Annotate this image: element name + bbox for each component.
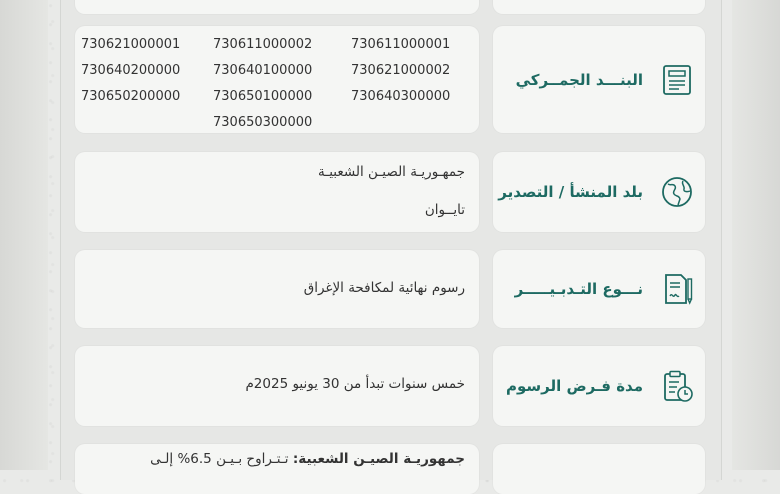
measure-label: نـــوع التـدبـيـــــر — [514, 280, 643, 298]
tariff-code: 730650300000 — [213, 115, 313, 130]
tariff-code-grid — [81, 32, 467, 136]
globe-icon — [659, 174, 695, 210]
code-column-1 — [81, 32, 213, 136]
tariff-code: 730640200000 — [81, 63, 181, 78]
tariff-code: 730621000001 — [81, 37, 181, 52]
measure-label-card — [493, 250, 705, 328]
duration-value-card — [75, 346, 479, 426]
duration-value: خمس سنوات تبدأ من 30 يونيو 2025م — [245, 376, 465, 392]
previous-value-card — [75, 0, 479, 14]
tariff-code: 730640100000 — [213, 63, 313, 78]
rate-value-card — [75, 444, 479, 494]
document-lines-icon — [659, 62, 695, 98]
country-name: جمهـوريـة الصيـن الشعبيـة — [318, 164, 465, 180]
tariff-code: 730611000002 — [213, 37, 313, 52]
tariff-code: 730621000002 — [351, 63, 451, 78]
measure-value: رسوم نهائية لمكافحة الإغراق — [303, 280, 465, 296]
origin-label: بلد المنشأ / التصدير — [498, 183, 643, 201]
rate-value — [150, 451, 465, 467]
right-page-edge — [732, 0, 780, 470]
tariff-code: 730640300000 — [351, 89, 451, 104]
signed-document-icon — [659, 271, 695, 307]
rate-label-card — [493, 444, 705, 494]
clipboard-clock-icon — [659, 368, 695, 404]
code-column-2 — [213, 32, 351, 136]
tariff-label-card — [493, 26, 705, 133]
origin-label-card — [493, 152, 705, 232]
tariff-codes-card — [75, 26, 479, 133]
tariff-code: 730650200000 — [81, 89, 181, 104]
rate-text: تـتـراوح بـيـن 6.5% إلـى — [150, 451, 293, 467]
duration-label-card — [493, 346, 705, 426]
tariff-label: البنـــد الجمــركي — [515, 70, 643, 89]
tariff-code: 730611000001 — [351, 37, 451, 52]
measure-value-card — [75, 250, 479, 328]
tariff-code: 730650100000 — [213, 89, 313, 104]
left-page-edge — [0, 0, 48, 470]
origin-value-card — [75, 152, 479, 232]
previous-label-card — [493, 0, 705, 14]
rate-country-lead: جمهوريـة الصيـن الشعبية: — [292, 451, 465, 467]
duration-label: مدة فـرض الرسوم — [506, 377, 643, 395]
country-name: تايــوان — [424, 202, 465, 218]
code-column-3 — [351, 32, 481, 136]
